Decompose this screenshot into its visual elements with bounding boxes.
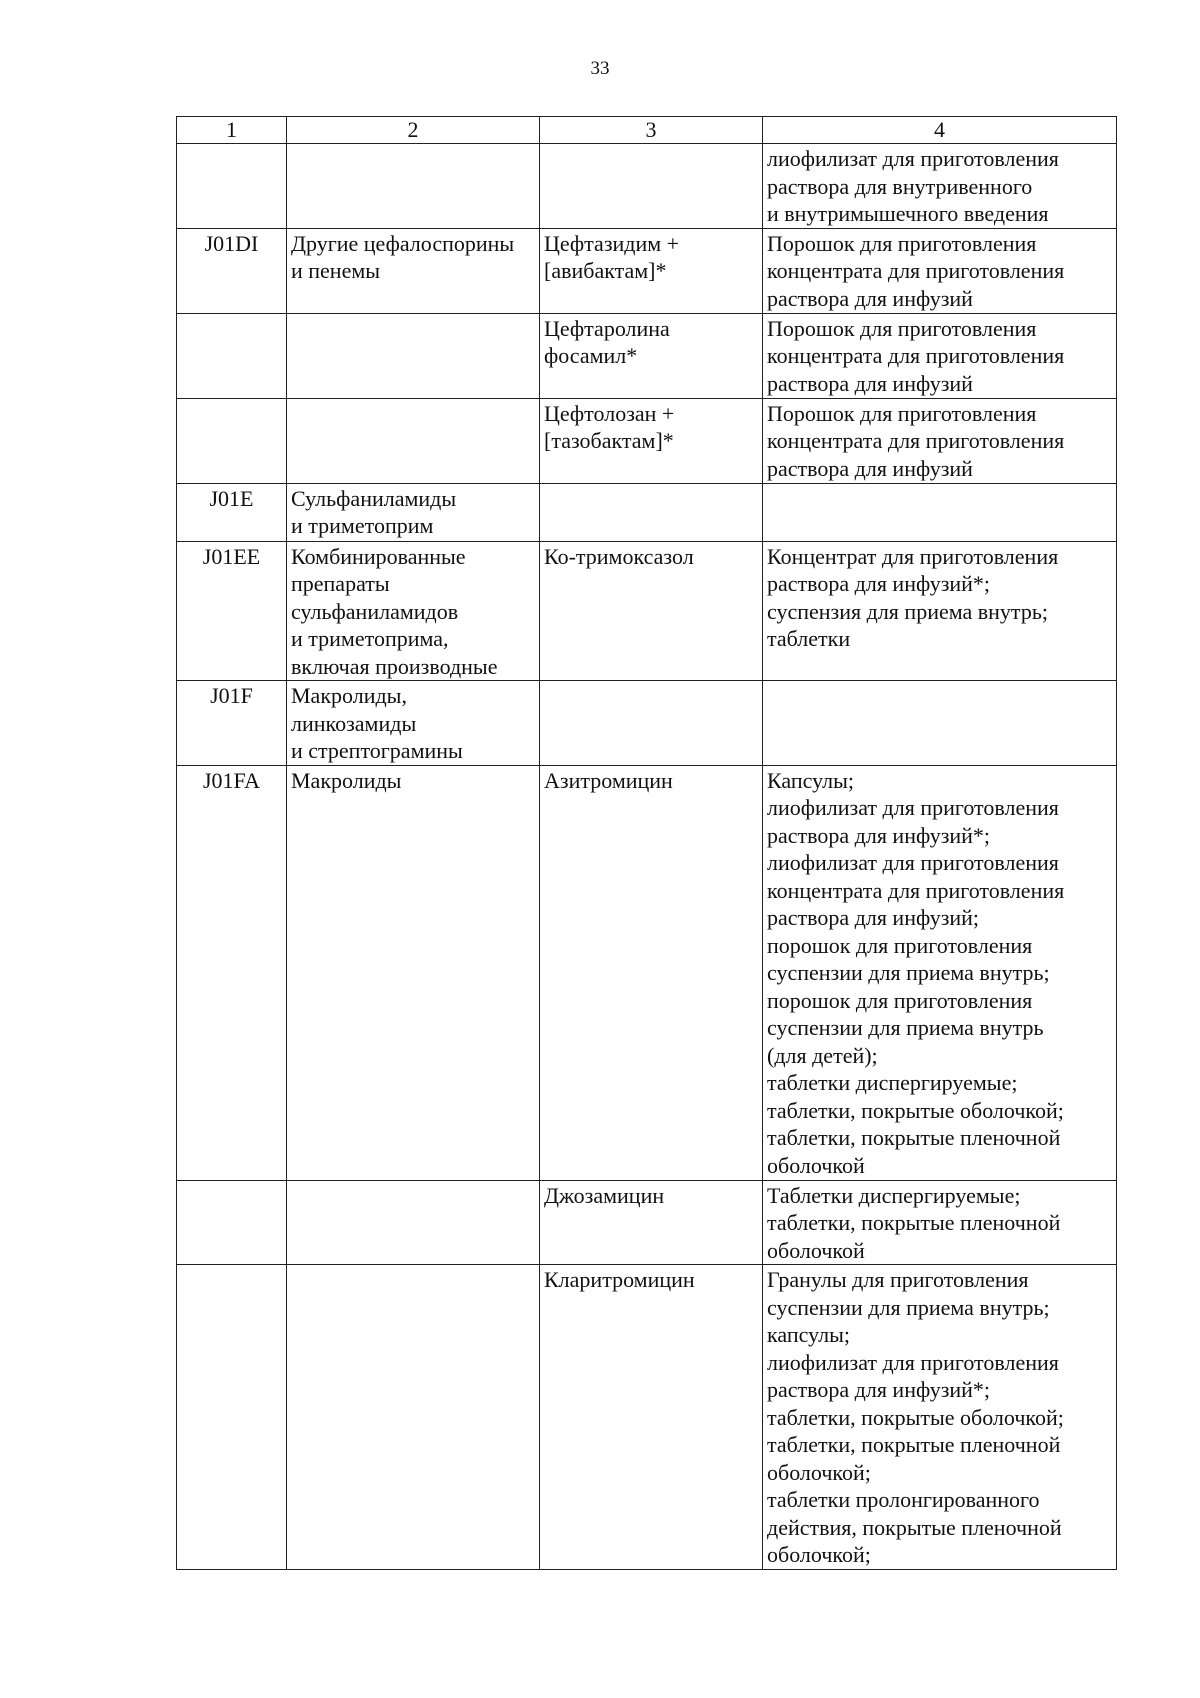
dosage-forms-cell: Порошок для приготовления концентрата для приготовления раствора для инфузий [763,228,1117,313]
table-row [177,541,1117,681]
atc-code-cell [177,1180,287,1265]
atc-code-cell: J01F [177,681,287,766]
group-cell [287,1180,540,1265]
drug-table [176,116,1117,1570]
drug-name-cell: Джозамицин [540,1180,763,1265]
drug-name-cell: Кларитромицин [540,1265,763,1570]
page-number: 33 [590,58,610,79]
dosage-forms-cell: Концентрат для приготовления раствора для инфузий*; суспензия для приема внутрь; таблетки [763,541,1117,681]
dosage-forms-cell: Гранулы для приготовления суспензии для приема внутрь; капсулы; лиофилизат для приготовления раствора для инфузий*; таблетки, покрытые оболочкой; таблетки, покрытые пленочной оболочкой; таблетки пролонгированного действия, покрытые пленочной оболочкой; [763,1265,1117,1570]
table-row [177,483,1117,541]
atc-code-cell: J01E [177,483,287,541]
drug-name-cell [540,483,763,541]
atc-code-cell: J01FA [177,765,287,1180]
drug-name-cell [540,144,763,229]
group-cell [287,398,540,483]
table-row [177,1265,1117,1570]
drug-name-cell: Цефтазидим + [авибактам]* [540,228,763,313]
drug-name-cell: Цефтолозан + [тазобактам]* [540,398,763,483]
dosage-forms-cell: лиофилизат для приготовления раствора для внутривенного и внутримышечного введения [763,144,1117,229]
group-cell: Другие цефалоспорины и пенемы [287,228,540,313]
group-cell: Макролиды, линкозамиды и стрептограмины [287,681,540,766]
atc-code-cell [177,398,287,483]
dosage-forms-cell [763,483,1117,541]
table-header-row [177,117,1117,144]
atc-code-cell: J01EE [177,541,287,681]
dosage-forms-cell: Таблетки диспергируемые; таблетки, покрытые пленочной оболочкой [763,1180,1117,1265]
drug-name-cell: Цефтаролина фосамил* [540,313,763,398]
atc-code-cell [177,313,287,398]
table-row [177,1180,1117,1265]
header-cell: 2 [287,117,540,144]
dosage-forms-cell: Капсулы; лиофилизат для приготовления раствора для инфузий*; лиофилизат для приготовления концентрата для приготовления раствора для инфузий; порошок для приготовления суспензии для приема внутрь; порошок для приготовления суспензии для приема внутрь (для детей); таблетки диспергируемые; таблетки, покрытые оболочкой; таблетки, покрытые пленочной оболочкой [763,765,1117,1180]
header-cell: 4 [763,117,1117,144]
drug-name-cell [540,681,763,766]
header-cell: 1 [177,117,287,144]
group-cell [287,1265,540,1570]
table-row [177,144,1117,229]
table-row [177,228,1117,313]
group-cell: Сульфаниламиды и триметоприм [287,483,540,541]
table-row [177,681,1117,766]
dosage-forms-cell: Порошок для приготовления концентрата для приготовления раствора для инфузий [763,313,1117,398]
atc-code-cell [177,144,287,229]
group-cell [287,144,540,229]
drug-name-cell: Ко-тримоксазол [540,541,763,681]
dosage-forms-cell [763,681,1117,766]
header-cell: 3 [540,117,763,144]
table-row [177,765,1117,1180]
drug-name-cell: Азитромицин [540,765,763,1180]
group-cell: Комбинированные препараты сульфаниламидов и триметоприма, включая производные [287,541,540,681]
atc-code-cell [177,1265,287,1570]
atc-code-cell: J01DI [177,228,287,313]
group-cell [287,313,540,398]
group-cell: Макролиды [287,765,540,1180]
table-row [177,398,1117,483]
dosage-forms-cell: Порошок для приготовления концентрата для приготовления раствора для инфузий [763,398,1117,483]
drug-table-body [177,117,1117,1570]
table-row [177,313,1117,398]
